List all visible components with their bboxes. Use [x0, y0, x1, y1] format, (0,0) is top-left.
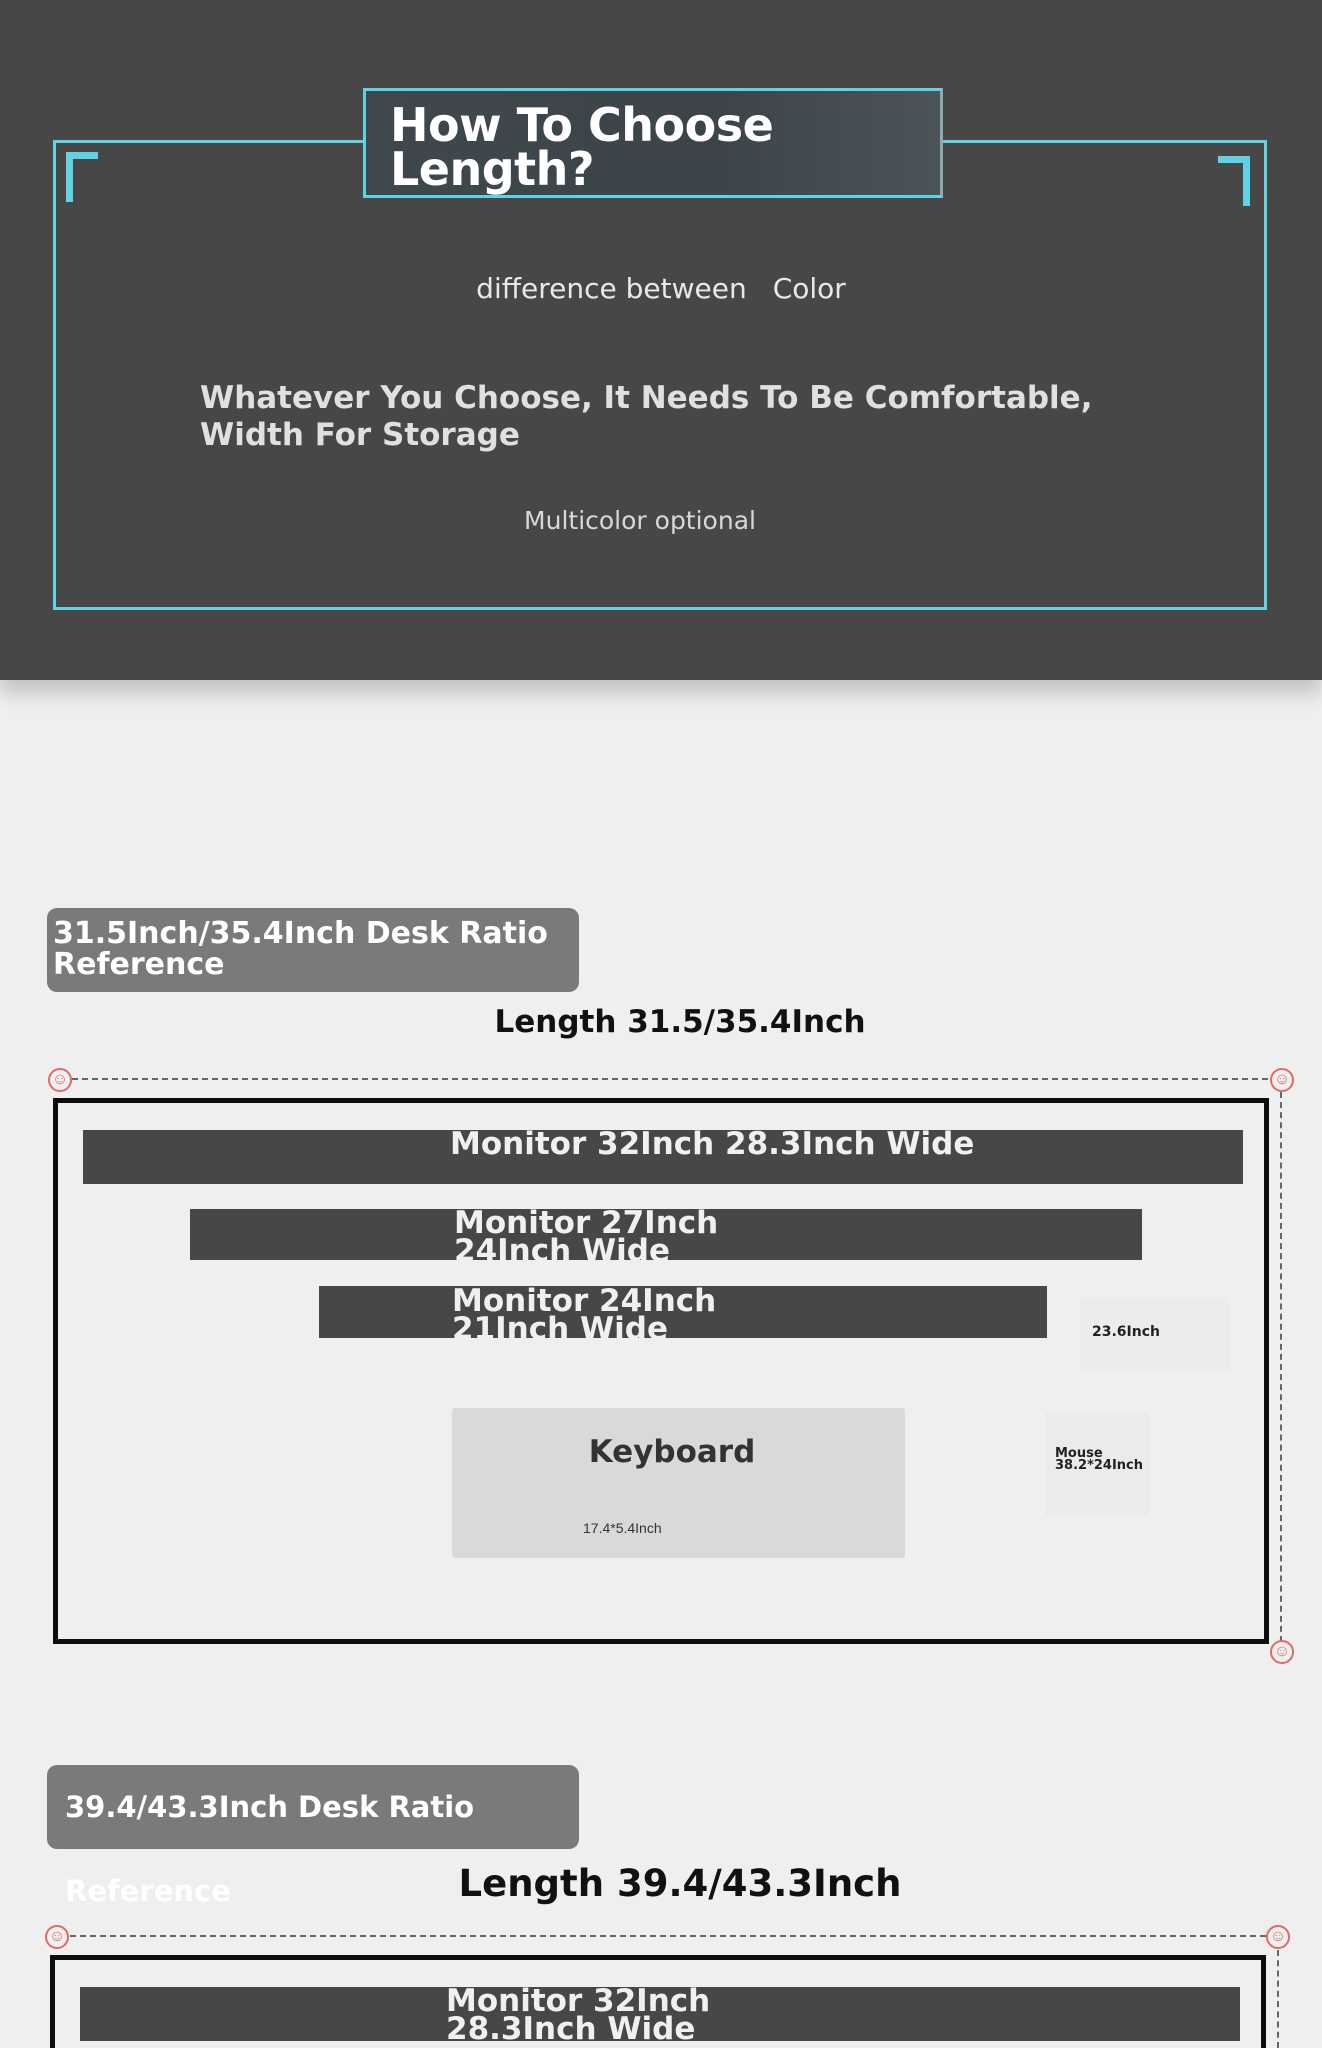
smiley-icon: ☺ [1270, 1640, 1294, 1664]
keyboard-label: Keyboard [588, 1434, 756, 1470]
monitor-label-27: Monitor 27Inch 24Inch Wide [454, 1205, 719, 1269]
depth-box [1080, 1298, 1230, 1372]
depth-dimension-line [1277, 1950, 1279, 2048]
keyboard [452, 1408, 905, 1558]
subtitle-row [0, 272, 1322, 305]
multicolor-note: Multicolor optional [524, 506, 756, 535]
monitor-label-32: Monitor 32Inch 28.3Inch Wide [450, 1126, 975, 1162]
subtitle-difference: difference between [476, 272, 747, 305]
corner-bracket-right [1218, 156, 1250, 206]
page-title: How To Choose Length? [390, 98, 774, 196]
subtitle-color: Color [772, 272, 846, 305]
monitor-label-32: Monitor 32Inch 28.3Inch Wide [446, 1983, 711, 2047]
smiley-icon: ☺ [45, 1925, 69, 1949]
length-dimension-line [70, 1935, 1266, 1937]
section-2-length: Length 39.4/43.3Inch [458, 1862, 902, 1905]
tagline: Whatever You Choose, It Needs To Be Comfortable, Width For Storage [200, 380, 1093, 453]
smiley-icon: ☺ [48, 1068, 72, 1092]
mouse-size: 38.2*24Inch [1055, 1458, 1144, 1473]
mouse-area [1045, 1412, 1149, 1516]
corner-bracket-left [66, 152, 98, 202]
monitor-label-24: Monitor 24Inch 21Inch Wide [452, 1283, 717, 1347]
section-2-label: 39.4/43.3Inch Desk Ratio Reference [47, 1765, 579, 1849]
keyboard-size: 17.4*5.4Inch [583, 1520, 662, 1536]
hero-banner [0, 0, 1322, 680]
cyan-frame [53, 140, 1267, 610]
depth-label: 23.6Inch [1092, 1324, 1160, 1340]
length-dimension-line [72, 1078, 1268, 1080]
depth-dimension-line [1280, 1092, 1282, 1642]
smiley-icon: ☺ [1270, 1068, 1294, 1092]
mouse-title: Mouse [1055, 1446, 1103, 1461]
section-1-label: 31.5Inch/35.4Inch Desk Ratio Reference [47, 908, 579, 992]
mouse-label [1055, 1448, 1143, 1472]
title-box [363, 88, 943, 198]
section-1-length: Length 31.5/35.4Inch [494, 1004, 866, 1040]
smiley-icon: ☺ [1266, 1925, 1290, 1949]
